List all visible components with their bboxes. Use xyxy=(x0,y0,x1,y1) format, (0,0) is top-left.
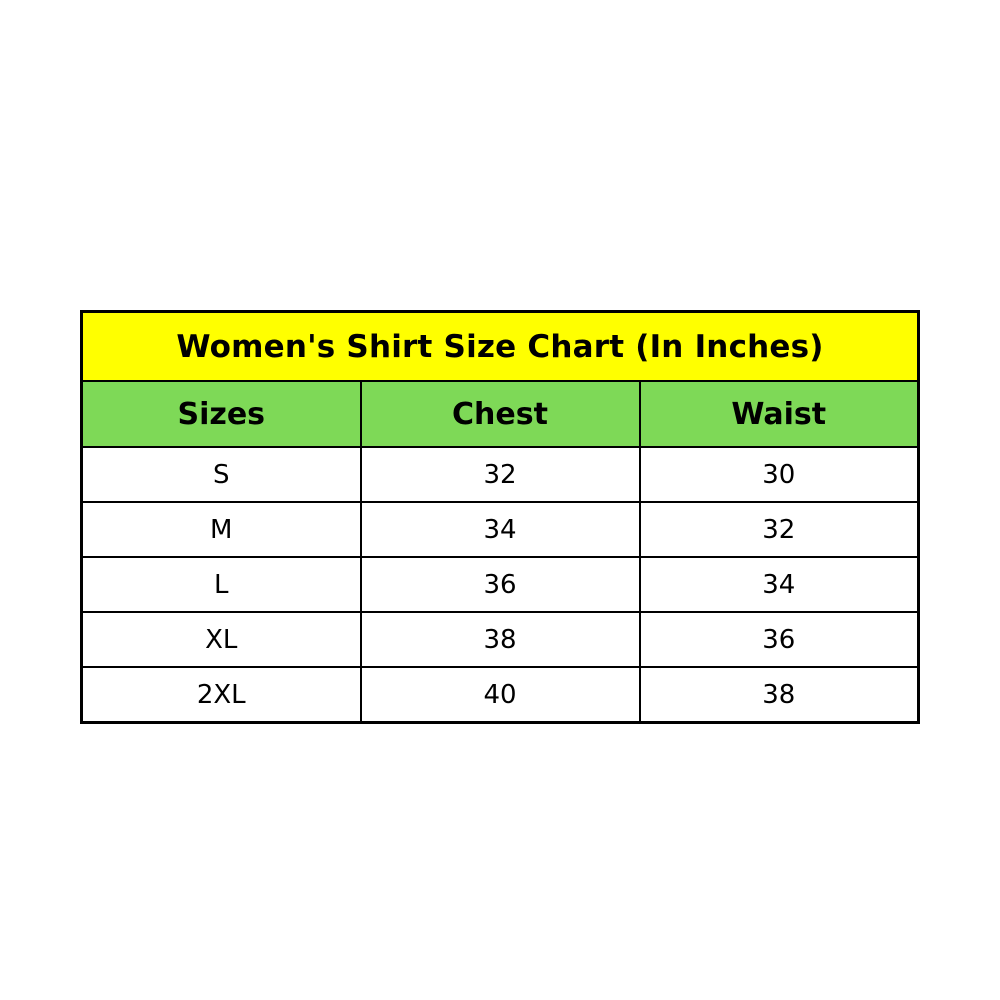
column-header-sizes: Sizes xyxy=(82,381,361,447)
cell-chest: 38 xyxy=(361,612,640,667)
cell-chest: 34 xyxy=(361,502,640,557)
cell-waist: 32 xyxy=(640,502,919,557)
table-row xyxy=(82,667,919,723)
cell-size: S xyxy=(82,447,361,502)
size-chart-table xyxy=(80,310,920,724)
column-header-chest: Chest xyxy=(361,381,640,447)
cell-size: M xyxy=(82,502,361,557)
cell-chest: 36 xyxy=(361,557,640,612)
cell-size: XL xyxy=(82,612,361,667)
column-header-waist: Waist xyxy=(640,381,919,447)
cell-chest: 40 xyxy=(361,667,640,723)
cell-waist: 30 xyxy=(640,447,919,502)
cell-chest: 32 xyxy=(361,447,640,502)
cell-size: L xyxy=(82,557,361,612)
table-row xyxy=(82,447,919,502)
table-title-row xyxy=(82,312,919,382)
table-row xyxy=(82,502,919,557)
cell-size: 2XL xyxy=(82,667,361,723)
cell-waist: 38 xyxy=(640,667,919,723)
cell-waist: 36 xyxy=(640,612,919,667)
table-header-row xyxy=(82,381,919,447)
size-chart-container xyxy=(80,310,920,724)
chart-title: Women's Shirt Size Chart (In Inches) xyxy=(82,312,919,382)
cell-waist: 34 xyxy=(640,557,919,612)
table-row xyxy=(82,557,919,612)
table-row xyxy=(82,612,919,667)
